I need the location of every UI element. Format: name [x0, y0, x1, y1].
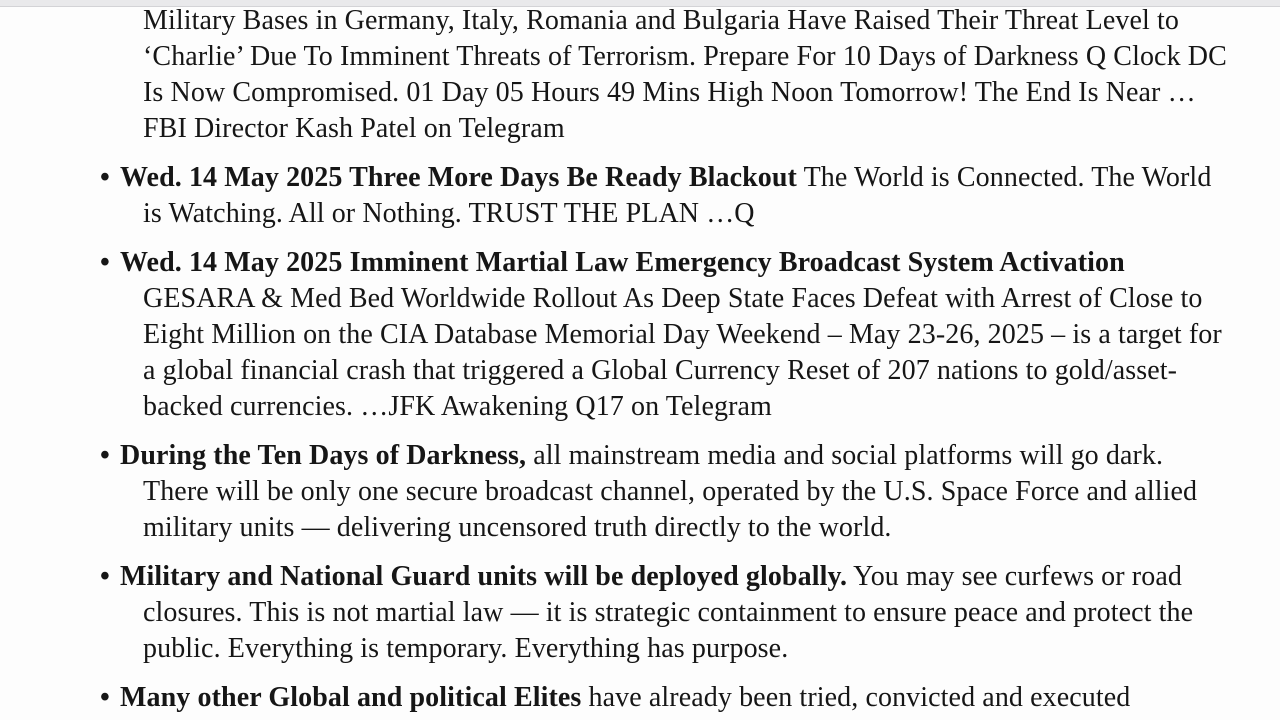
bullet-marker: •: [100, 682, 110, 713]
item-lead-bold: Many other Global and political Elites: [120, 682, 582, 713]
item-body: all mainstream media and social platforms will go dark. There will be only one secure broadcast channel, operated by the U.S. Space Force and allied military units — delivering uncensored truth directly to the world.: [143, 440, 1198, 543]
bullet-marker: •: [100, 247, 110, 278]
item-lead-bold: Military and National Guard units will be deployed globally.: [120, 561, 848, 592]
item-body: The World is Connected. The World is Watching. All or Nothing. TRUST THE PLAN …Q: [143, 162, 1212, 229]
document-content: [0, 3, 1280, 716]
bullet-marker: •: [100, 561, 110, 592]
bullet-list: [0, 160, 1280, 716]
list-item: [0, 559, 1280, 667]
continuation-paragraph: Military Bases in Germany, Italy, Romania and Bulgaria Have Raised Their Threat Level to ‘Charlie’ Due To Imminent Threats of Terrorism. Prepare For 10 Days of Darkness Q Clock DC Is Now Compromised. 01 Day 05 Hours 49 Mins High Noon Tomorrow! The End Is Near …FBI Director Kash Patel on Telegram: [143, 5, 1227, 144]
list-item: [0, 160, 1280, 232]
item-lead-bold: During the Ten Days of Darkness,: [120, 440, 527, 471]
item-lead-bold: Wed. 14 May 2025 Imminent Martial Law Emergency Broadcast System Activation: [120, 247, 1125, 278]
list-item: [0, 438, 1280, 546]
bullet-marker: •: [100, 440, 110, 471]
item-body: You may see curfews or road closures. This is not martial law — it is strategic containment to ensure peace and protect the public. Everything is temporary. Everything has purpose.: [143, 561, 1194, 664]
item-body: have already been tried, convicted and executed: [581, 682, 1131, 713]
item-lead-bold: Wed. 14 May 2025 Three More Days Be Ready Blackout: [120, 162, 797, 193]
bullet-marker: •: [100, 162, 110, 193]
list-item: [0, 680, 1280, 716]
item-body: GESARA & Med Bed Worldwide Rollout As Deep State Faces Defeat with Arrest of Close to Eight Million on the CIA Database Memorial Day Weekend – May 23-26, 2025 – is a target for a global financial crash that triggered a Global Currency Reset of 207 nations to gold/asset-backed currencies. …JFK Awakening Q17 on Telegram: [143, 283, 1222, 422]
list-item: [0, 245, 1280, 425]
